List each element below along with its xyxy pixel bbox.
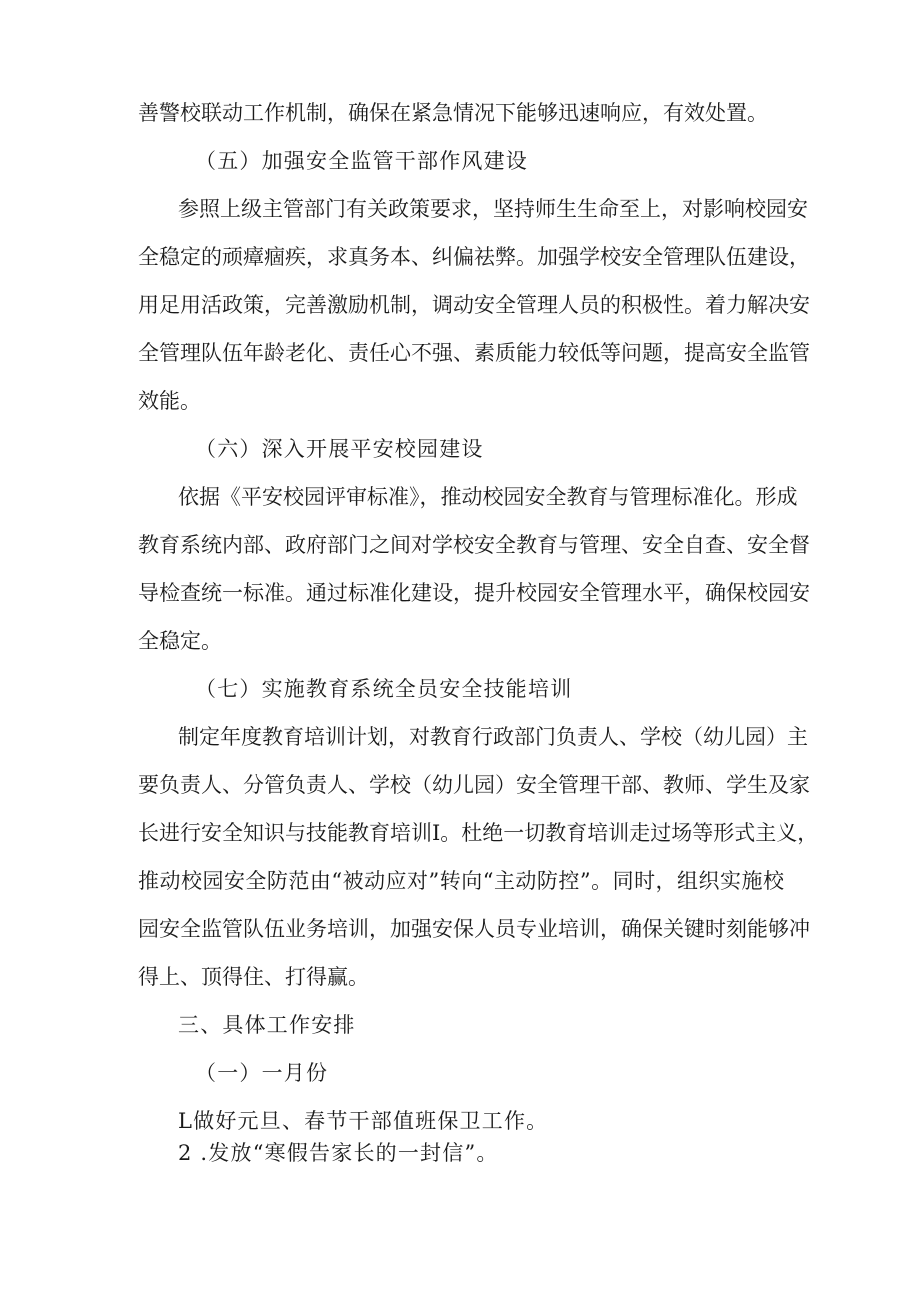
paragraph-line: 长进行安全知识与技能教育培训I。杜绝一切教育培训走过场等形式主义， bbox=[138, 821, 819, 845]
subsection-heading-1: （一）一月份 bbox=[195, 1061, 329, 1085]
paragraph-line: 制定年度教育培训计划，对教育行政部门负责人、学校（幼儿园）主 bbox=[178, 725, 808, 749]
paragraph-line: 依据《平安校园评审标准》，推动校园安全教育与管理标准化。形成 bbox=[178, 485, 798, 509]
paragraph-line: 得上、顶得住、打得赢。 bbox=[138, 965, 369, 989]
paragraph-line: 导检查统一标准。通过标准化建设，提升校园安全管理水平，确保校园安 bbox=[138, 581, 810, 605]
paragraph-line: 效能。 bbox=[138, 389, 201, 413]
section-heading-6: （六）深入开展平安校园建设 bbox=[195, 437, 484, 461]
part-heading-3: 三、具体工作安排 bbox=[178, 1013, 356, 1037]
list-item: L做好元旦、春节干部值班保卫工作。 bbox=[178, 1109, 549, 1133]
section-heading-7: （七）实施教育系统全员安全技能培训 bbox=[195, 677, 573, 701]
paragraph-line: 参照上级主管部门有关政策要求，坚持师生生命至上，对影响校园安 bbox=[178, 197, 808, 221]
paragraph-line: 全管理队伍年龄老化、责任心不强、素质能力较低等问题，提高安全监管 bbox=[138, 341, 810, 365]
paragraph-line: 用足用活政策，完善激励机制，调动安全管理人员的积极性。着力解决安 bbox=[138, 293, 810, 317]
paragraph-line: 推动校园安全防范由“被动应对”转向“主动防控”。同时，组织实施校 bbox=[138, 869, 784, 893]
paragraph-line: 善警校联动工作机制，确保在紧急情况下能够迅速响应，有效处置。 bbox=[138, 101, 768, 125]
paragraph-line: 园安全监管队伍业务培训，加强安保人员专业培训，确保关键时刻能够冲 bbox=[138, 917, 810, 941]
paragraph-line: 教育系统内部、政府部门之间对学校安全教育与管理、安全自查、安全督 bbox=[138, 533, 810, 557]
paragraph-line: 全稳定。 bbox=[138, 629, 222, 653]
paragraph-line: 要负责人、分管负责人、学校（幼儿园）安全管理干部、教师、学生及家 bbox=[138, 773, 810, 797]
section-heading-5: （五）加强安全监管干部作风建设 bbox=[195, 149, 528, 173]
list-item: 2 .发放“寒假告家长的一封信”。 bbox=[178, 1141, 499, 1165]
paragraph-line: 全稳定的顽瘴痼疾，求真务本、纠偏祛弊。加强学校安全管理队伍建设， bbox=[138, 245, 810, 269]
